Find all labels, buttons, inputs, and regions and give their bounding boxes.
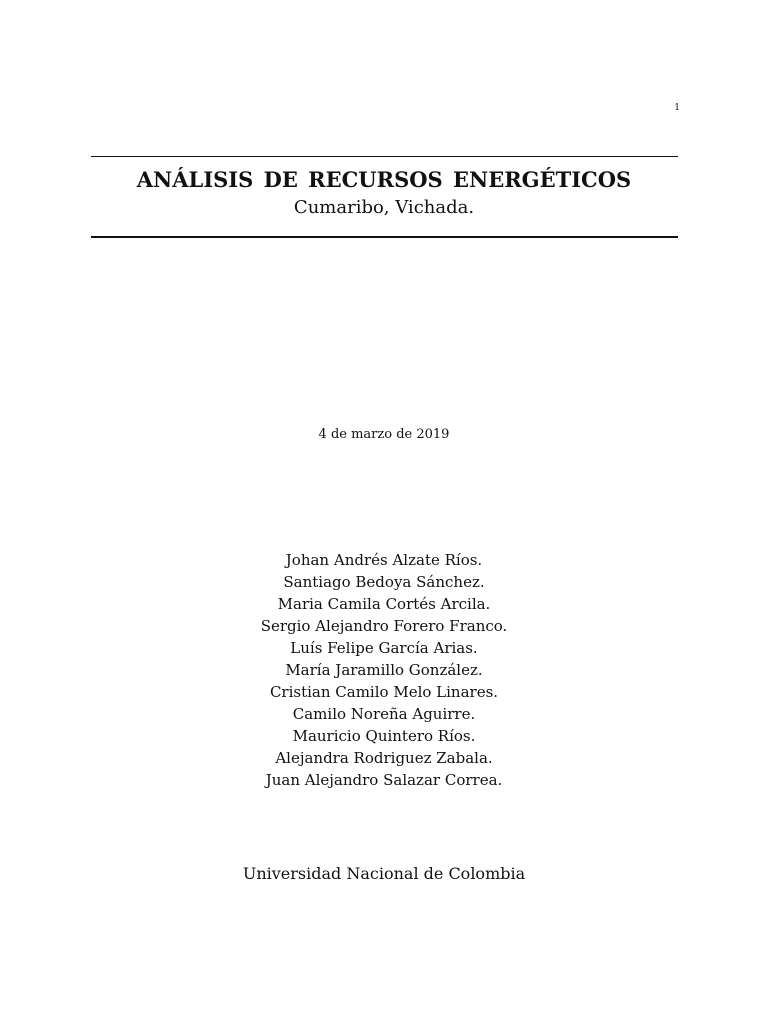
author-name: Camilo Noreña Aguirre. xyxy=(292,705,476,723)
author-name: Cristian Camilo Melo Linares. xyxy=(269,683,499,701)
author-name: Johan Andrés Alzate Ríos. xyxy=(285,551,483,569)
author-name: Luís Felipe García Arias. xyxy=(290,639,478,657)
title-top-rule xyxy=(91,156,678,157)
author-name: Mauricio Quintero Ríos. xyxy=(292,727,476,745)
document-title: ANÁLISIS DE RECURSOS ENERGÉTICOS xyxy=(136,167,632,192)
author-name: Santiago Bedoya Sánchez. xyxy=(283,573,485,591)
institution-name: Universidad Nacional de Colombia xyxy=(242,864,526,883)
author-list xyxy=(0,549,768,791)
author-name: María Jaramillo González. xyxy=(285,661,483,679)
author-name: Sergio Alejandro Forero Franco. xyxy=(260,617,508,635)
author-name: Juan Alejandro Salazar Correa. xyxy=(265,771,503,789)
author-name: Alejandra Rodriguez Zabala. xyxy=(275,749,493,767)
author-name: Maria Camila Cortés Arcila. xyxy=(277,595,491,613)
title-bottom-rule xyxy=(91,236,678,238)
document-date: 4 de marzo de 2019 xyxy=(318,427,450,442)
page-number: 1 xyxy=(674,103,680,113)
document-subtitle: Cumaribo, Vichada. xyxy=(293,197,475,218)
